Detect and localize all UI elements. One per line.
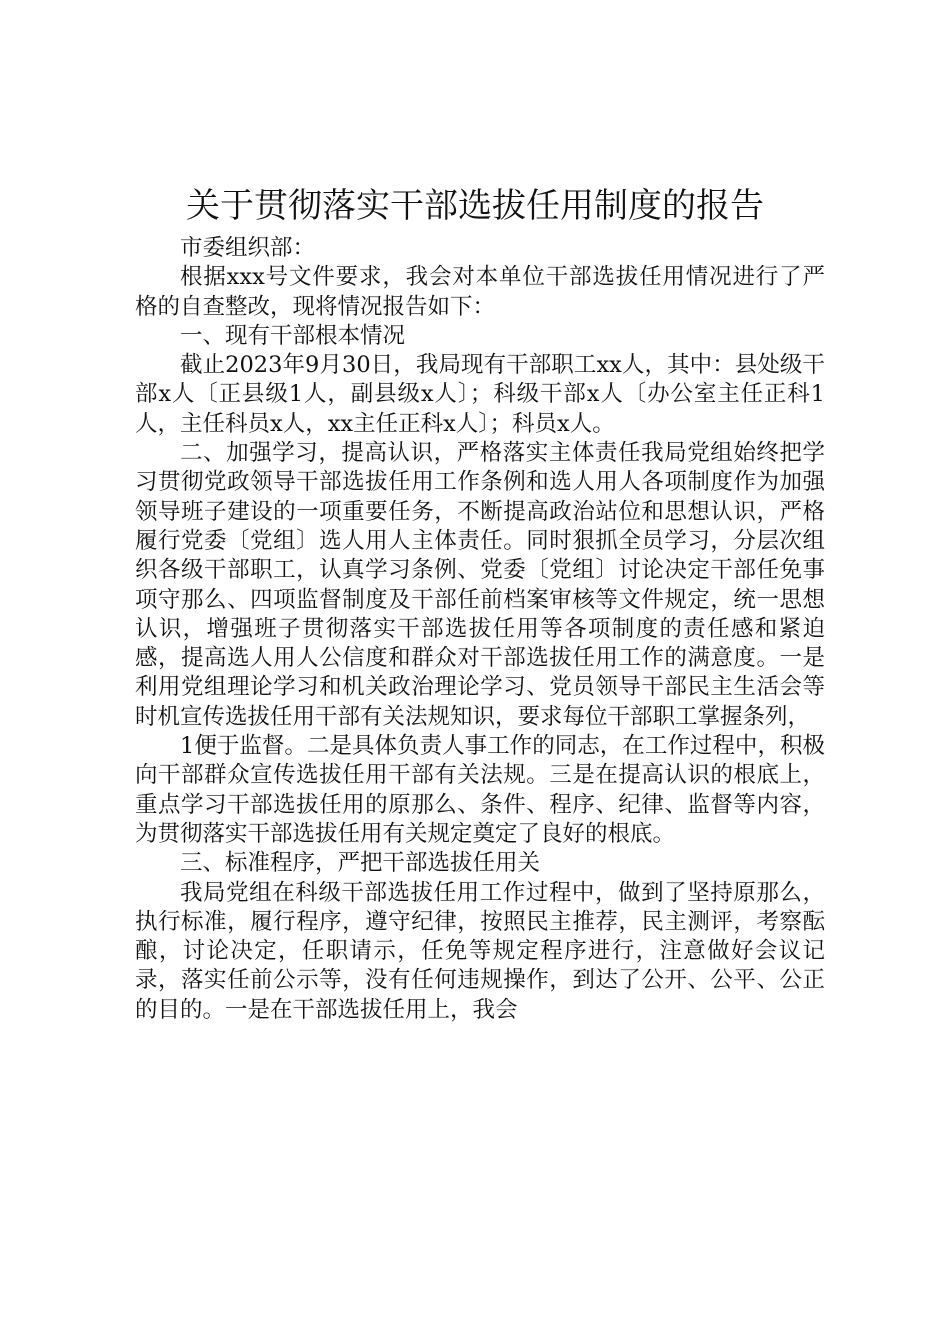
document-title: 关于贯彻落实干部选拔任用制度的报告 [186,186,764,226]
paragraph-intro: 根据xxx号文件要求，我会对本单位干部选拔任用情况进行了严格的自查整改，现将情况报告如下： [135,264,825,320]
paragraph-staff-status: 截止2023年9月30日，我局现有干部职工xx人，其中：县处级干部x人〔正县级1人，副县级x人〕；科级干部x人〔办公室主任正科1人，主任科员x人，xx主任正科x人〕；科员x人。 [135,352,825,437]
document-body [135,234,825,1025]
paragraph-procedure: 我局党组在科级干部选拔任用工作过程中，做到了坚持原那么，执行标准，履行程序，遵守纪律，按照民主推荐，民主测评，考察酝酿，讨论决定，任职请示，任免等规定程序进行，注意做好会议记录，落实任前公示等，没有任何违规操作，到达了公开、公平、公正的目的。一是在干部选拔任用上，我会 [135,879,825,1023]
section-heading-3: 三、标准程序，严把干部选拔任用关 [180,850,541,877]
paragraph-section-2: 二、加强学习，提高认识，严格落实主体责任我局党组始终把学习贯彻党政领导干部选拔任用工作条例和选人用人各项制度作为加强领导班子建设的一项重要任务，不断提高政治站位和思想认识，严格履行党委〔党组〕选人用人主体责任。同时狠抓全员学习，分层次组织各级干部职工，认真学习条例、党委〔党组〕讨论决定干部任免事项守那么、四项监督制度及干部任前档案审核等文件规定，统一思想认识，增强班子贯彻落实干部选拔任用等各项制度的责任感和紧迫感，提高选人用人公信度和群众对干部选拔任用工作的满意度。一是利用党组理论学习和机关政治理论学习、党员领导干部民主生活会等时机宣传选拔任用干部有关法规知识，要求每位干部职工掌握条列， [135,440,825,730]
paragraph-supervision: 1便于监督。二是具体负责人事工作的同志，在工作过程中，积极向干部群众宣传选拔任用干部有关法规。三是在提高认识的根底上，重点学习干部选拔任用的原那么、条件、程序、纪律、监督等内容，为贯彻落实干部选拔任用有关规定奠定了良好的根底。 [135,733,825,847]
addressee: 市委组织部： [180,235,316,261]
section-heading-1: 一、现有干部根本情况 [180,322,406,349]
